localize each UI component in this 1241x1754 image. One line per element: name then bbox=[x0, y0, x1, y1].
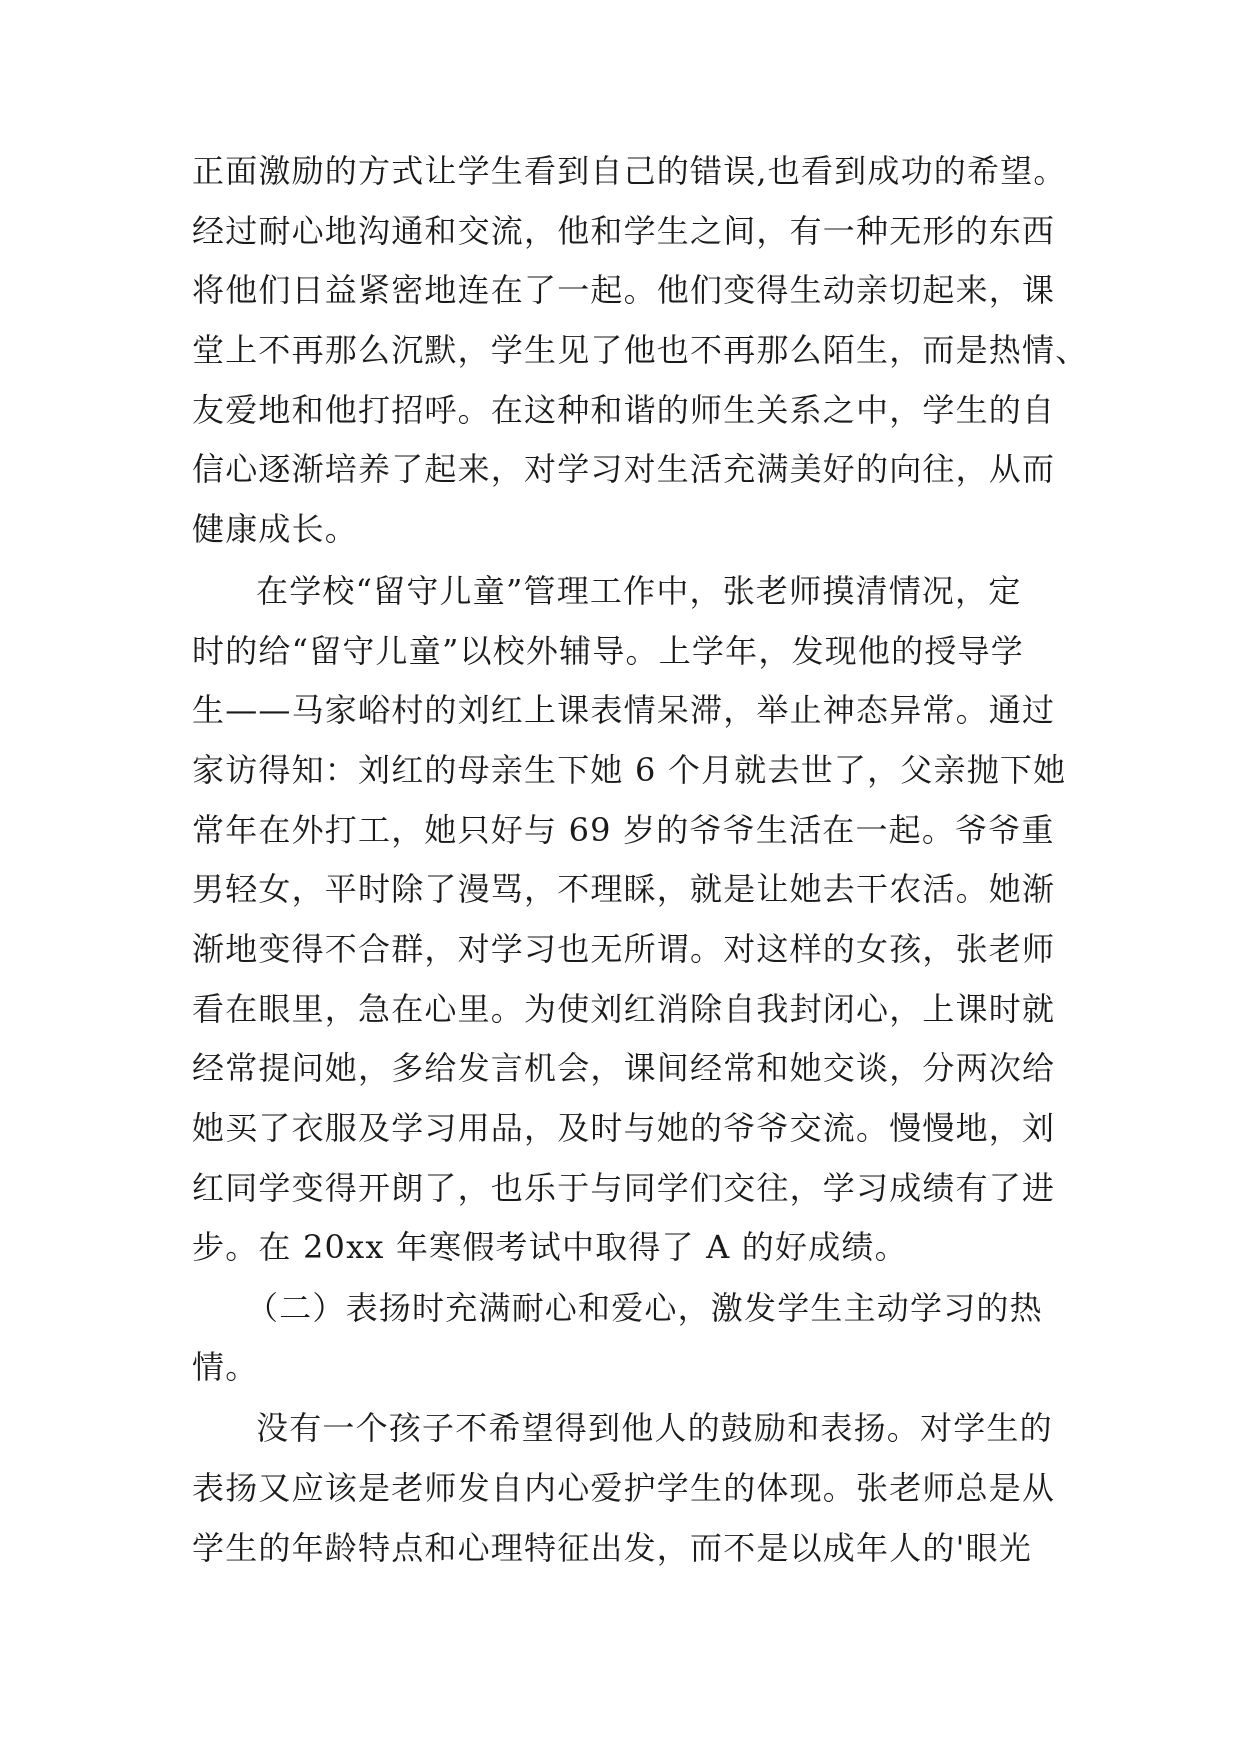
text-line: 家访得知：刘红的母亲生下她 6 个月就去世了，父亲抛下她 bbox=[192, 751, 1067, 789]
paragraph-first-line: 没有一个孩子不希望得到他人的鼓励和表扬。对学生的 bbox=[256, 1409, 1053, 1447]
text-line: 生——马家峪村的刘红上课表情呆滞，举止神态异常。通过 bbox=[192, 691, 1056, 729]
text-line: 看在眼里，急在心里。为使刘红消除自我封闭心，上课时就 bbox=[192, 990, 1056, 1028]
text-line: 友爱地和他打招呼。在这种和谐的师生关系之中，学生的自 bbox=[192, 391, 1056, 429]
text-line: 堂上不再那么沉默，学生见了他也不再那么陌生，而是热情、 bbox=[192, 331, 1089, 369]
text-line: 常年在外打工，她只好与 69 岁的爷爷生活在一起。爷爷重 bbox=[192, 811, 1055, 849]
text-line: 健康成长。 bbox=[192, 510, 359, 548]
text-line: 步。在 20xx 年寒假考试中取得了 A 的好成绩。 bbox=[192, 1228, 908, 1266]
text-line: 红同学变得开朗了，也乐于与同学们交往，学习成绩有了进 bbox=[192, 1169, 1056, 1207]
section-heading: （二）表扬时充满耐心和爱心，激发学生主动学习的热 bbox=[246, 1289, 1043, 1327]
text-line: 表扬又应该是老师发自内心爱护学生的体现。张老师总是从 bbox=[192, 1469, 1056, 1507]
text-line: 正面激励的方式让学生看到自己的错误,也看到成功的希望。 bbox=[192, 152, 1067, 190]
paragraph-first-line: 在学校“留守儿童”管理工作中，张老师摸清情况，定 bbox=[256, 572, 1022, 610]
text-line: 信心逐渐培养了起来，对学习对生活充满美好的向往，从而 bbox=[192, 450, 1056, 488]
text-line: 时的给“留守儿童”以校外辅导。上学年，发现他的授导学 bbox=[192, 632, 1024, 670]
text-line: 经过耐心地沟通和交流，他和学生之间，有一种无形的东西 bbox=[192, 212, 1056, 250]
text-line: 经常提问她，多给发言机会，课间经常和她交谈，分两次给 bbox=[192, 1049, 1056, 1087]
section-heading-continuation: 情。 bbox=[192, 1348, 259, 1386]
text-line: 将他们日益紧密地连在了一起。他们变得生动亲切起来，课 bbox=[192, 271, 1056, 309]
text-line: 渐地变得不合群，对学习也无所谓。对这样的女孩，张老师 bbox=[192, 930, 1056, 968]
text-line: 她买了衣服及学习用品，及时与她的爷爷交流。慢慢地，刘 bbox=[192, 1109, 1056, 1147]
text-line: 男轻女，平时除了漫骂，不理睬，就是让她去干农活。她渐 bbox=[192, 870, 1056, 908]
text-line: 学生的年龄特点和心理特征出发，而不是以成年人的'眼光 bbox=[192, 1529, 1032, 1567]
